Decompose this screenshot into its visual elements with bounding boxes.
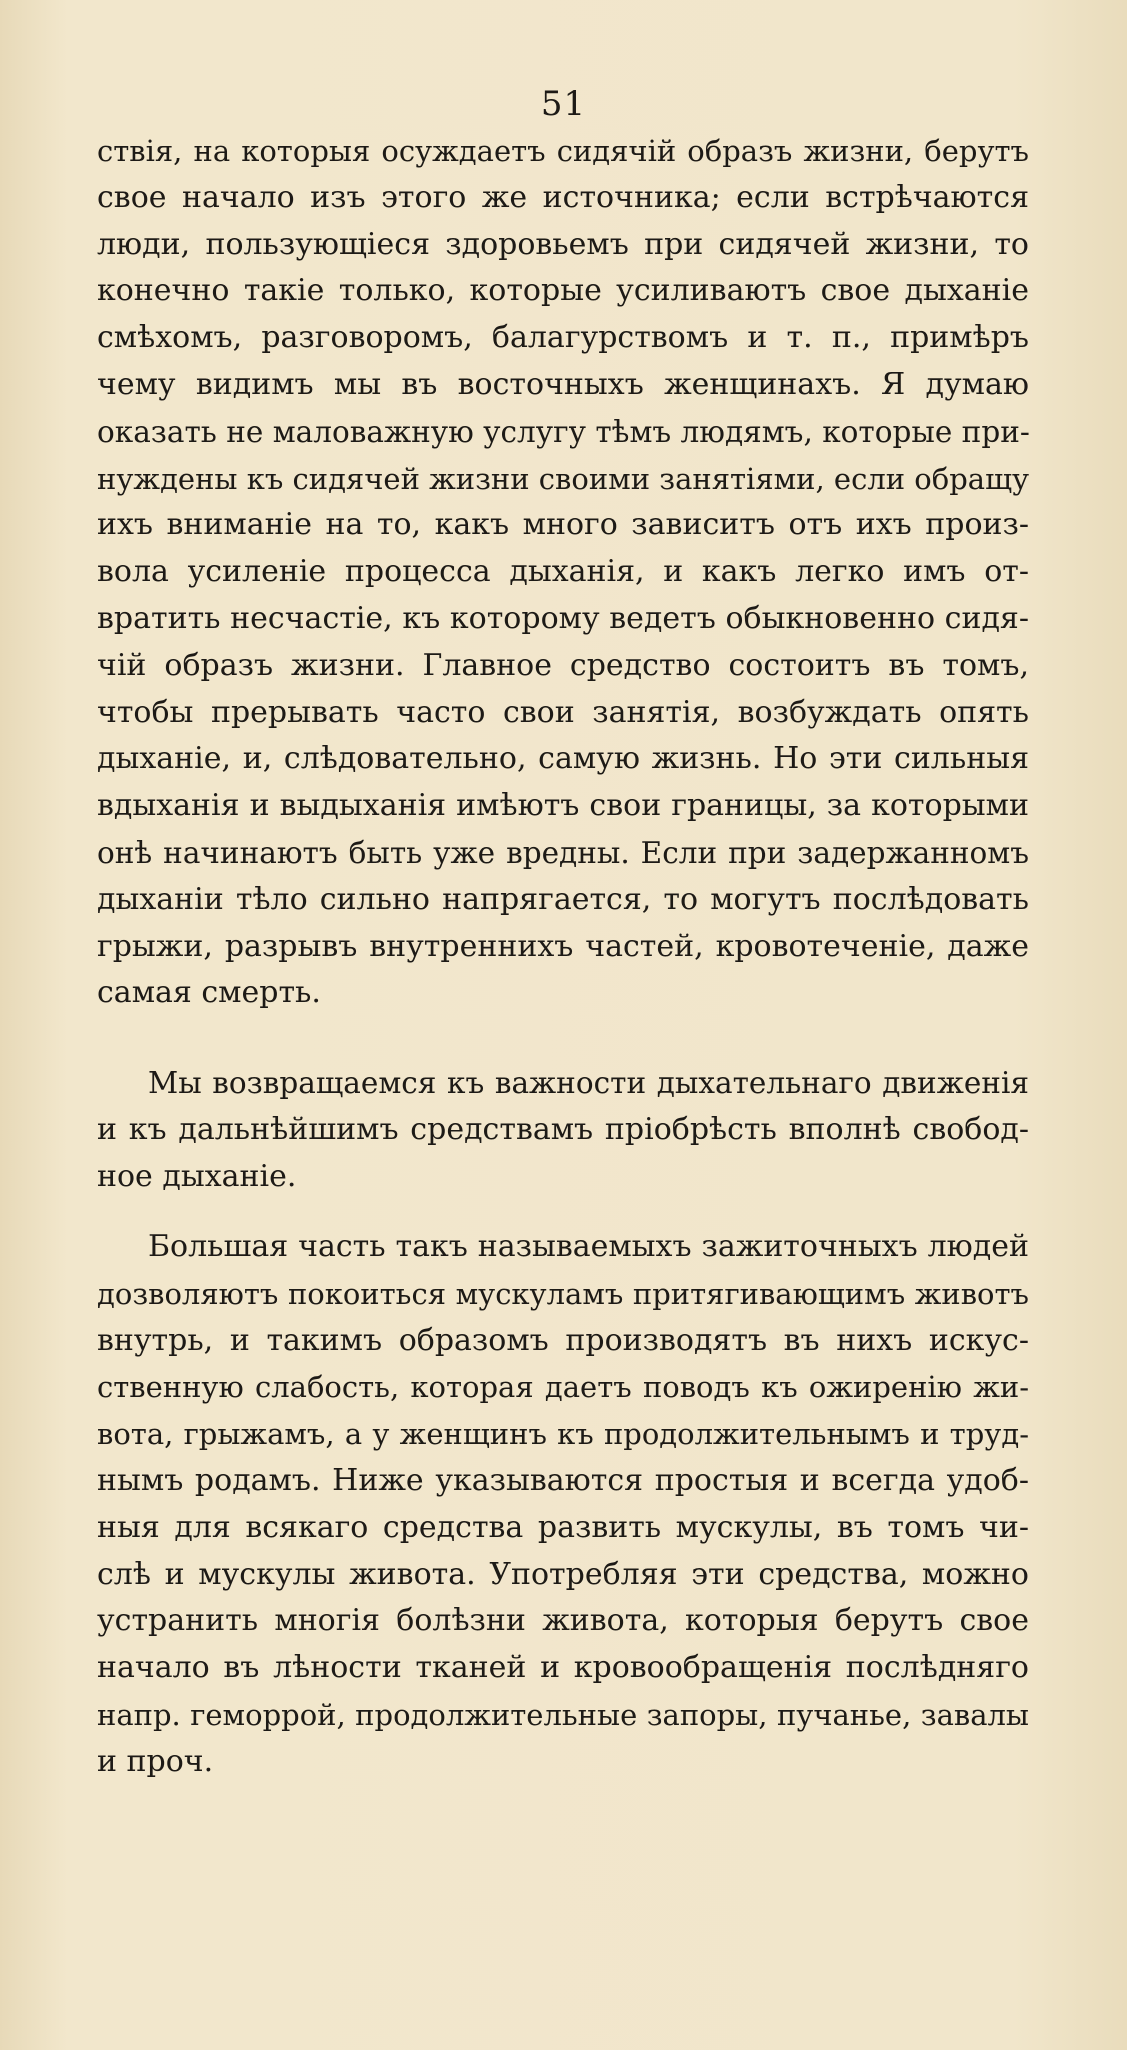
text-line: онѣ начинаютъ быть уже вредны. Если при задержанномъ [97,835,1029,870]
page-number: 51 [540,84,587,124]
text-line: чій образъ жизни. Главное средство состоитъ въ томъ, [97,647,1029,683]
text-line: Мы возвращаемся къ важности дыхательнаго движенія [148,1066,1029,1100]
text-line: вдыханія и выдыханія имѣютъ свои границы, за которыми [97,788,1029,824]
text-line: самая смерть. [97,975,321,1011]
text-line: ное дыханіе. [97,1158,297,1194]
text-line: и проч. [97,1743,214,1779]
paragraph-3 [97,1224,1029,1786]
text-line: и къ дальнѣйшимъ средствамъ пріобрѣсть вполнѣ свобод- [97,1111,1029,1147]
text-line: напр. геморрой, продолжительные запоры, пучанье, завалы [97,1697,1029,1732]
text-line: нуждены къ сидячей жизни своими занятіями, если обращу [97,461,1030,496]
text-line: оказать не маловажную услугу тѣмъ людямъ, которые при- [97,414,1030,449]
text-line: Большая часть такъ называемыхъ зажиточныхъ людей [148,1229,1029,1264]
text-line: смѣхомъ, разговоромъ, балагурствомъ и т. п., примѣръ [97,320,1029,356]
text-line: ствія, на которыя осуждаетъ сидячій образъ жизни, берутъ [97,134,1029,168]
text-line: чтобы прерывать часто свои занятія, возбуждать опять [97,694,1029,730]
text-line: чему видимъ мы въ восточныхъ женщинахъ. Я думаю [97,366,1029,402]
text-line: люди, пользующіеся здоровьемъ при сидячей жизни, то [97,226,1029,262]
text-line: внутрь, и такимъ образомъ производятъ въ нихъ искус- [97,1322,1029,1358]
text-line: свое начало изъ этого же источника; если встрѣчаются [97,179,1029,215]
text-line: ныя для всякаго средства развить мускулы, въ томъ чи- [97,1509,1029,1545]
text-line: ственную слабость, которая даетъ поводъ къ ожиренію жи- [97,1370,1029,1405]
text-line: нымъ родамъ. Ниже указываются простыя и всегда удоб- [97,1462,1029,1498]
text-line: слѣ и мускулы живота. Употребляя эти средства, можно [97,1556,1029,1592]
text-line: устранить многія болѣзни живота, которыя берутъ свое [97,1603,1029,1639]
text-line: дыханіе, и, слѣдовательно, самую жизнь. Но эти сильныя [97,741,1029,777]
paragraph-1 [97,128,1029,1017]
text-line: дозволяютъ покоиться мускуламъ притягивающимъ животъ [97,1276,1029,1311]
text-line: вратить несчастіе, къ которому ведетъ обыкновенно сидя- [97,600,1029,636]
text-line: грыжи, разрывъ внутреннихъ частей, кровотеченіе, даже [97,928,1029,964]
text-line: конечно такіе только, которые усиливаютъ свое дыханіе [97,273,1029,309]
paragraph-2 [97,1060,1029,1200]
text-line: вола усиленіе процесса дыханія, и какъ легко имъ от- [97,554,1029,590]
text-line: вота, грыжамъ, а у женщинъ къ продолжительнымъ и труд- [97,1417,1029,1452]
text-line: ихъ вниманіе на то, какъ много зависитъ отъ ихъ произ- [97,507,1029,543]
text-line: начало въ лѣности тканей и кровообращенія послѣдняго [97,1650,1029,1686]
text-line: дыханіи тѣло сильно напрягается, то могутъ послѣдовать [97,881,1029,917]
